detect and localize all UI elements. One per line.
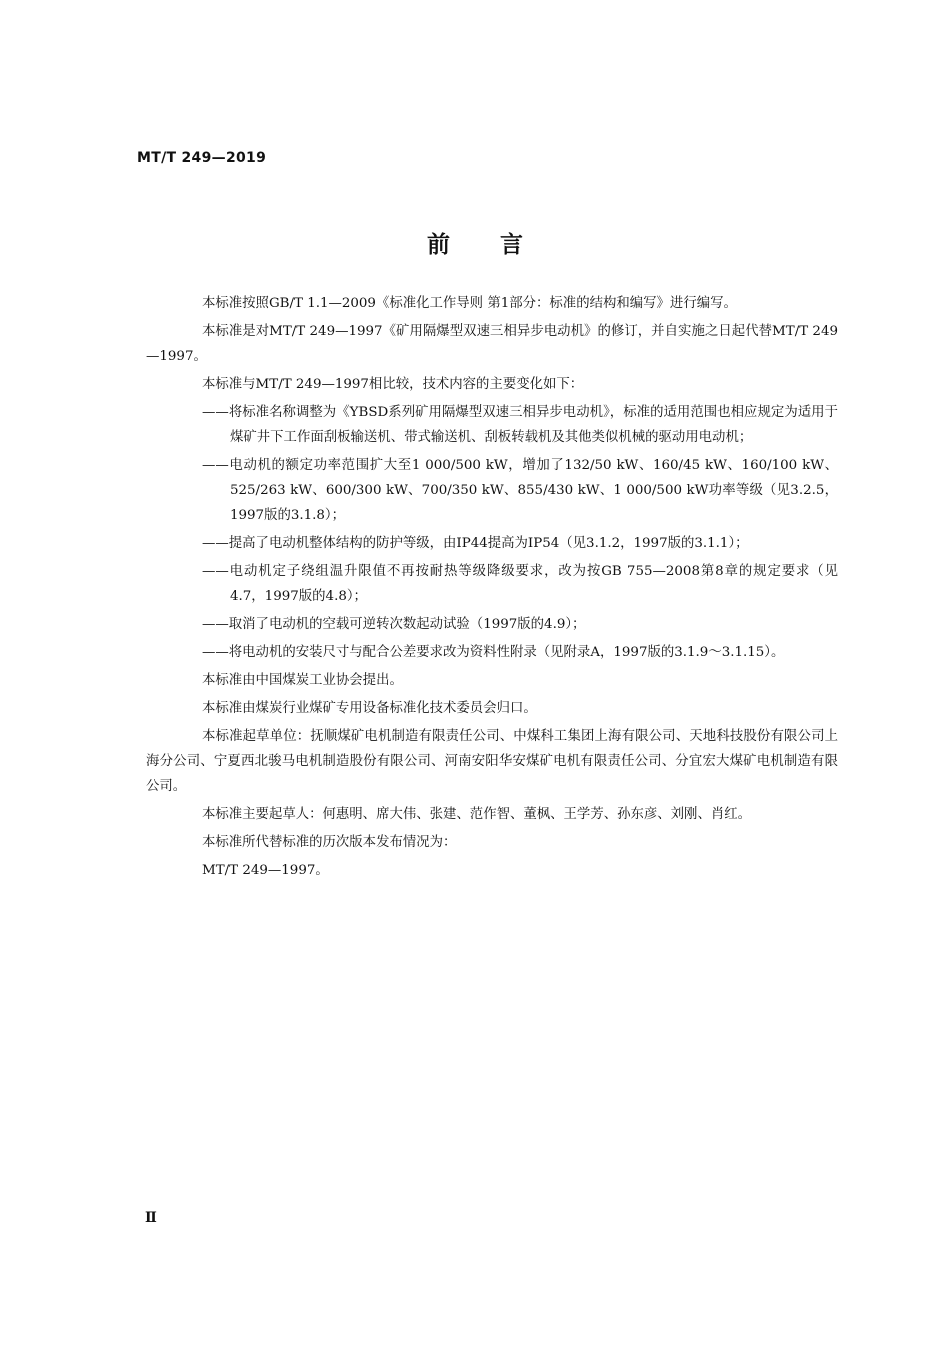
paragraph-history-intro: 本标准所代替标准的历次版本发布情况为：: [202, 835, 457, 850]
paragraph-history-edition: MT/T 249—1997。: [202, 863, 329, 878]
paragraph-proposer: 本标准由中国煤炭工业协会提出。: [202, 673, 403, 688]
paragraph-drafting-units: 本标准起草单位：抚顺煤矿电机制造有限责任公司、中煤科工集团上海有限公司、天地科技股份有限公司上海分公司、宁夏西北骏马电机制造股份有限公司、河南安阳华安煤矿电机有限责任公司、分宜宏大煤矿电机制造有限公司。: [146, 729, 838, 794]
list-item: ——电动机的额定功率范围扩大至1 000/500 kW，增加了132/50 kW、160/45 kW、160/100 kW、525/263 kW、600/300 kW、700/350 kW、855/430 kW、1 000/500 kW功率等级（见3.2.5，1997版的3.1.8）；: [202, 458, 838, 523]
paragraph-committee: 本标准由煤炭行业煤矿专用设备标准化技术委员会归口。: [202, 701, 537, 716]
list-item: ——提高了电动机整体结构的防护等级，由IP44提高为IP54（见3.1.2，1997版的3.1.1）；: [202, 536, 749, 551]
list-item: ——将电动机的安装尺寸与配合公差要求改为资料性附录（见附录A，1997版的3.1.9～3.1.15）。: [202, 645, 785, 660]
document-code: MT/T 249—2019: [137, 150, 267, 166]
paragraph-changes-intro: 本标准与MT/T 249—1997相比较，技术内容的主要变化如下：: [202, 377, 584, 392]
foreword-body: [146, 291, 838, 886]
list-item: ——将标准名称调整为《YBSD系列矿用隔爆型双速三相异步电动机》，标准的适用范围也相应规定为适用于煤矿井下工作面刮板输送机、带式输送机、刮板转载机及其他类似机械的驱动用电动机；: [202, 405, 838, 445]
changes-list: [174, 400, 838, 665]
paragraph-revision-note: 本标准是对MT/T 249—1997《矿用隔爆型双速三相异步电动机》的修订，并自实施之日起代替MT/T 249—1997。: [146, 324, 838, 364]
page-number: Ⅱ: [145, 1210, 157, 1226]
list-item: ——取消了电动机的空载可逆转次数起动试验（1997版的4.9）；: [202, 617, 586, 632]
paragraph-drafting-rules: 本标准按照GB/T 1.1—2009《标准化工作导则 第1部分：标准的结构和编写》进行编写。: [202, 296, 737, 311]
paragraph-drafters: 本标准主要起草人：何惠明、席大伟、张建、范作智、董枫、王学芳、孙东彦、刘刚、肖红。: [202, 807, 752, 822]
list-item: ——电动机定子绕组温升限值不再按耐热等级降级要求，改为按GB 755—2008第8章的规定要求（见4.7，1997版的4.8）；: [202, 564, 838, 604]
page-title: 前言: [427, 232, 573, 258]
